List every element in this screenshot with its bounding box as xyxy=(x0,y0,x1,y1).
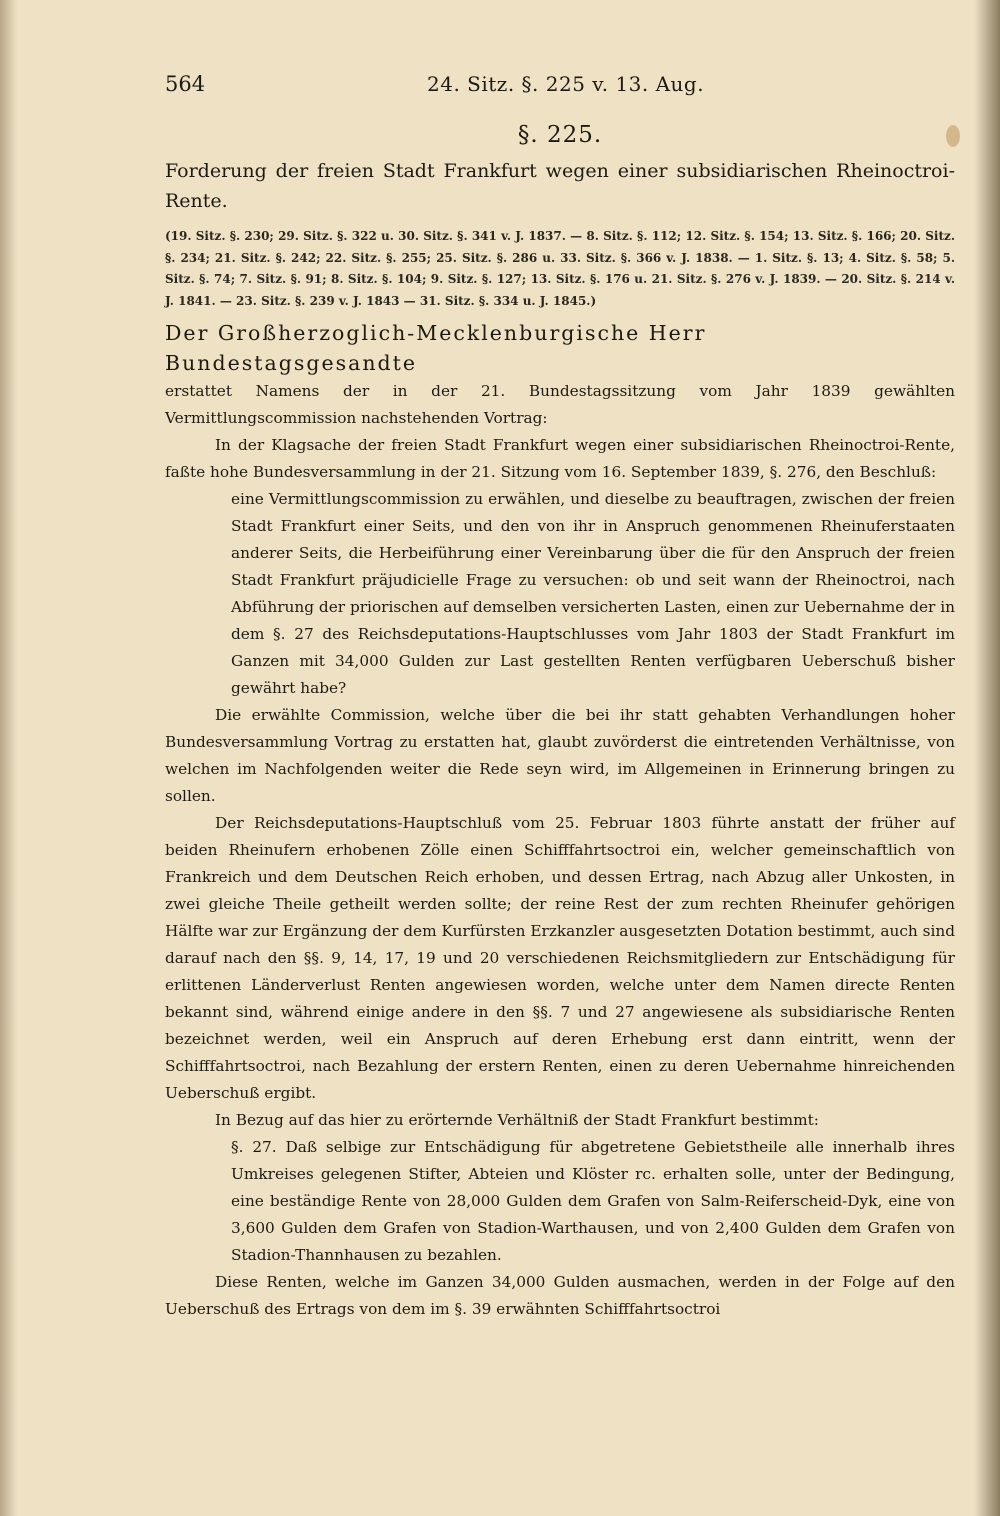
paragraph-5: §. 27. Daß selbige zur Entschädigung für abgetretene Gebietstheile alle innerhalb ihres Umkreises gelegenen Stifter, Abteien und Klöster rc. erhalten solle, unter der Bedingung, eine beständige Rente von 28,000 Gulden dem Grafen von Salm-Reiferscheid-Dyk, eine von 3,600 Gulden dem Grafen von Stadion-Warthausen, und von 2,400 Gulden dem Grafen von Stadion-Thannhausen zu bezahlen. xyxy=(231,1138,955,1264)
section-number: §. 225. xyxy=(517,122,603,148)
page-content xyxy=(165,72,955,1323)
running-head: 24. Sitz. §. 225 v. 13. Aug. xyxy=(427,72,705,96)
paragraph-4: In Bezug auf das hier zu erörternde Verhältniß der Stadt Frankfurt bestimmt: xyxy=(215,1111,819,1129)
page-number: 564 xyxy=(165,72,206,96)
paragraph-2: Die erwählte Commission, welche über die bei ihr statt gehabten Verhandlungen hoher Bundesversammlung Vortrag zu erstatten hat, glaubt zuvörderst die eintretenden Verhältnisse, von welchen im Nachfolgenden weiter die Rede seyn wird, im Allgemeinen in Erinnerung bringen zu sollen. xyxy=(165,706,955,805)
resolution-quote: eine Vermittlungscommission zu erwählen, und dieselbe zu beauftragen, zwischen der freien Stadt Frankfurt einer Seits, und den von ihr in Anspruch genommenen Rheinuferstaaten anderer Seits, die Herbeiführung einer Vereinbarung über die für den Anspruch der freien Stadt Frankfurt präjudicielle Frage zu versuchen: ob und seit wann der Rheinoctroi, nach Abführung der priorischen auf demselben versicherten Lasten, einen zur Uebernahme der in dem §. 27 des Reichsdeputations-Hauptschlusses vom Jahr 1803 der Stadt Frankfurt im Ganzen mit 34,000 Gulden zur Last gestellten Renten verfügbaren Ueberschuß bisher gewährt habe? xyxy=(231,490,955,697)
paragraph-6: Diese Renten, welche im Ganzen 34,000 Gulden ausmachen, werden in der Folge auf den Ueberschuß des Ertrags von dem im §. 39 erwähnten Schifffahrtsoctroi xyxy=(165,1273,955,1318)
section-title: Forderung der freien Stadt Frankfurt wegen einer subsidiarischen Rheinoctroi-Rente. xyxy=(165,160,955,212)
page-header xyxy=(165,72,955,112)
paragraph-1: In der Klagsache der freien Stadt Frankfurt wegen einer subsidiarischen Rheinoctroi-Rente, faßte hohe Bundesversammlung in der 21. Sitzung vom 16. September 1839, §. 276, den Beschluß: xyxy=(165,436,955,481)
paragraph-3: Der Reichsdeputations-Hauptschluß vom 25. Februar 1803 führte anstatt der früher auf beiden Rheinufern erhobenen Zölle einen Schifffahrtsoctroi ein, welcher gemeinschaftlich von Frankreich und dem Deutschen Reich erhoben, und dessen Ertrag, nach Abzug aller Unkosten, in zwei gleiche Theile getheilt werden sollte; der reine Rest der zum rechten Rheinufer gehörigen Hälfte war zur Ergänzung der dem Kurfürsten Erzkanzler ausgesetzten Dotation bestimmt, auch sind darauf nach den §§. 9, 14, 17, 19 und 20 verschiedenen Reichsmitgliedern zur Entschädigung für erlittenen Länderverlust Renten angewiesen worden, welche unter dem Namen directe Renten bekannt sind, während einige andere in den §§. 7 und 27 angewiesene als subsidiarische Renten bezeichnet werden, weil ein Anspruch auf deren Erhebung erst dann eintritt, wenn der Schifffahrtsoctroi, nach Bezahlung der erstern Renten, einen zu deren Uebernahme hinreichenden Ueberschuß ergibt. xyxy=(165,814,955,1102)
speaker-line: Der Großherzoglich-Mecklenburgische Herr Bundestagsgesandte xyxy=(165,321,707,375)
page-left-edge xyxy=(0,0,18,1516)
section-references: (19. Sitz. §. 230; 29. Sitz. §. 322 u. 30. Sitz. §. 341 v. J. 1837. — 8. Sitz. §. 112; 12. Sitz. §. 154; 13. Sitz. §. 166; 20. Sitz. §. 234; 21. Sitz. §. 242; 22. Sitz. §. 255; 25. Sitz. §. 286 u. 33. Sitz. §. 366 v. J. 1838. — 1. Sitz. §. 13; 4. Sitz. §. 58; 5. Sitz. §. 74; 7. Sitz. §. 91; 8. Sitz. §. 104; 9. Sitz. §. 127; 13. Sitz. §. 176 u. 21. Sitz. §. 276 v. J. 1839. — 20. Sitz. §. 214 v. J. 1841. — 23. Sitz. §. 239 v. J. 1843 — 31. Sitz. §. 334 u. J. 1845.) xyxy=(165,229,955,308)
page-right-edge xyxy=(974,0,1000,1516)
intro-paragraph: erstattet Namens der in der 21. Bundestagssitzung vom Jahr 1839 gewählten Vermittlungscommission nachstehenden Vortrag: xyxy=(165,382,955,427)
